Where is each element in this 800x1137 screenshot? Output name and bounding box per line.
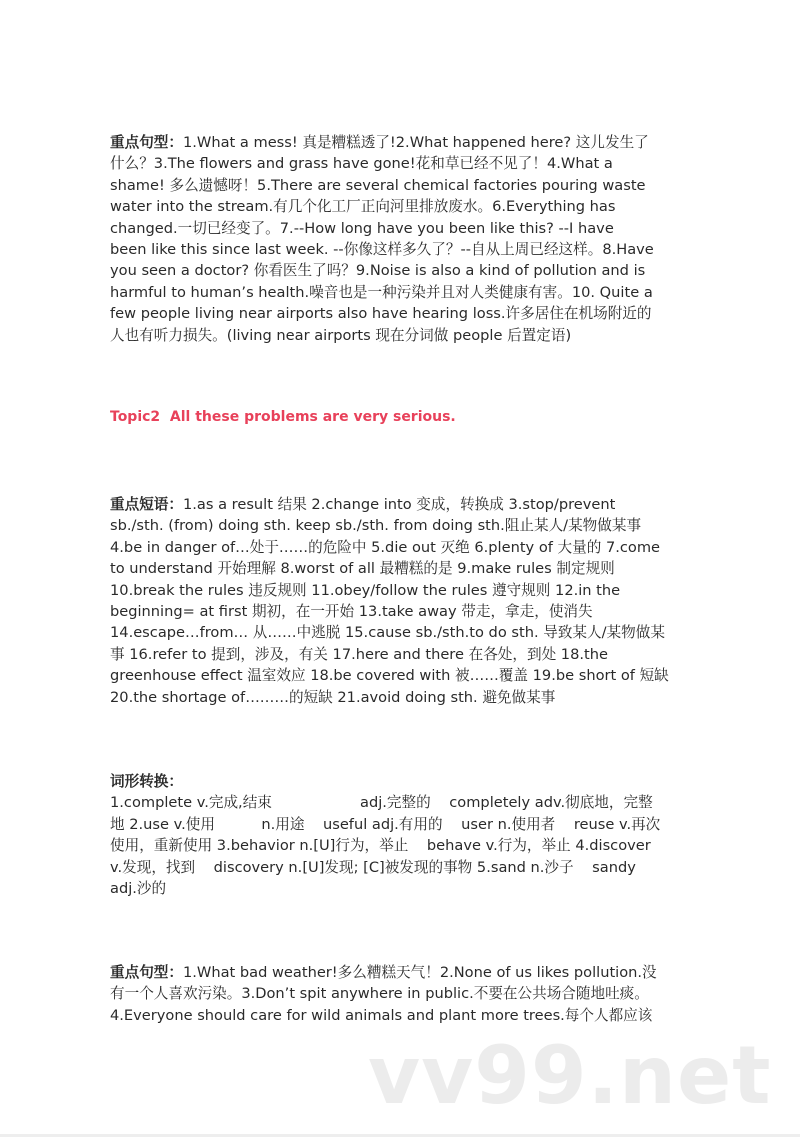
text-line: 20.the shortage of………的短缺 21.avoid doing sth. 避免做某事: [110, 688, 556, 706]
text-line: 4.Everyone should care for wild animals and plant more trees.每个人都应该: [110, 1006, 653, 1024]
section-label: 重点句型：: [110, 134, 183, 151]
text-line: v.发现，找到 discovery n.[U]发现; [C]被发现的事物 5.sand n.沙子 sandy: [110, 858, 636, 876]
text-line: you seen a doctor? 你看医生了吗？9.Noise is also a kind of pollution and is: [110, 262, 646, 280]
text-line: to understand 开始理解 8.worst of all 最糟糕的是 9.make rules 制定规则: [110, 560, 615, 578]
section-label: 重点短语：: [110, 496, 183, 513]
text-line: few people living near airports also have hearing loss.许多居住在机场附近的: [110, 305, 652, 323]
key-sentences-section-2: [110, 962, 690, 1026]
key-sentences-section-1: [110, 132, 690, 346]
key-phrases-section: [110, 494, 690, 708]
text-line: adj.沙的: [110, 880, 167, 898]
text-line: harmful to human’s health.噪音也是一种污染并且对人类健康有害。10. Quite a: [110, 283, 653, 301]
text-line: 有一个人喜欢污染。3.Don’t spit anywhere in public.不要在公共场合随地吐痰。: [110, 985, 649, 1003]
text-line: shame! 多么遗憾呀！5.There are several chemical factories pouring waste: [110, 176, 646, 194]
text-line: been like this since last week. --你像这样多久了？--自从上周已经这样。8.Have: [110, 241, 654, 259]
text-line: [110, 962, 690, 983]
text-line: 使用，重新使用 3.behavior n.[U]行为，举止 behave v.行为，举止 4.discover: [110, 837, 651, 855]
text-line: 人也有听力损失。(living near airports 现在分词做 people 后置定语): [110, 326, 572, 344]
text-line: sb./sth. (from) doing sth. keep sb./sth. from doing sth.阻止某人/某物做某事: [110, 517, 642, 535]
text-line: greenhouse effect 温室效应 18.be covered with 被……覆盖 19.be short of 短缺: [110, 667, 669, 685]
text-line: 14.escape…from… 从……中逃脱 15.cause sb./sth.to do sth. 导致某人/某物做某: [110, 624, 665, 642]
text-line: [110, 132, 690, 153]
text-line: 地 2.use v.使用 n.用途 useful adj.有用的 user n.使用者 reuse v.再次: [110, 815, 661, 833]
line-text: 1.What bad weather!多么糟糕天气！2.None of us likes pollution.没: [182, 964, 657, 981]
text-line: 事 16.refer to 提到，涉及，有关 17.here and there 在各处，到处 18.the: [110, 645, 608, 663]
watermark: vv99.net: [368, 1029, 772, 1122]
line-text: 1.as a result 结果 2.change into 变成，转换成 3.stop/prevent: [182, 496, 616, 513]
text-line: 4.be in danger of…处于……的危险中 5.die out 灭绝 6.plenty of 大量的 7.come: [110, 538, 661, 556]
section-label: 重点句型：: [110, 964, 183, 981]
word-forms-section: [110, 771, 690, 899]
text-line: water into the stream.有几个化工厂正向河里排放废水。6.Everything has: [110, 198, 616, 216]
line-text: 1.What a mess! 真是糟糕透了!2.What happened here? 这儿发生了: [182, 134, 649, 151]
topic-heading: Topic2 All these problems are very serious.: [110, 409, 456, 425]
text-line: 什么？3.The flowers and grass have gone!花和草已经不见了！4.What a: [110, 155, 613, 173]
text-line: 10.break the rules 违反规则 11.obey/follow the rules 遵守规则 12.in the: [110, 581, 621, 599]
text-line: [110, 494, 690, 515]
section-label: 词形转换：: [110, 773, 183, 790]
text-line: beginning= at first 期初，在一开始 13.take away 带走，拿走，使消失: [110, 603, 593, 621]
text-line: changed.一切已经变了。7.--How long have you been like this? --I have: [110, 219, 614, 237]
text-line: 1.complete v.完成,结束 adj.完整的 completely adv.彻底地，完整: [110, 794, 653, 812]
